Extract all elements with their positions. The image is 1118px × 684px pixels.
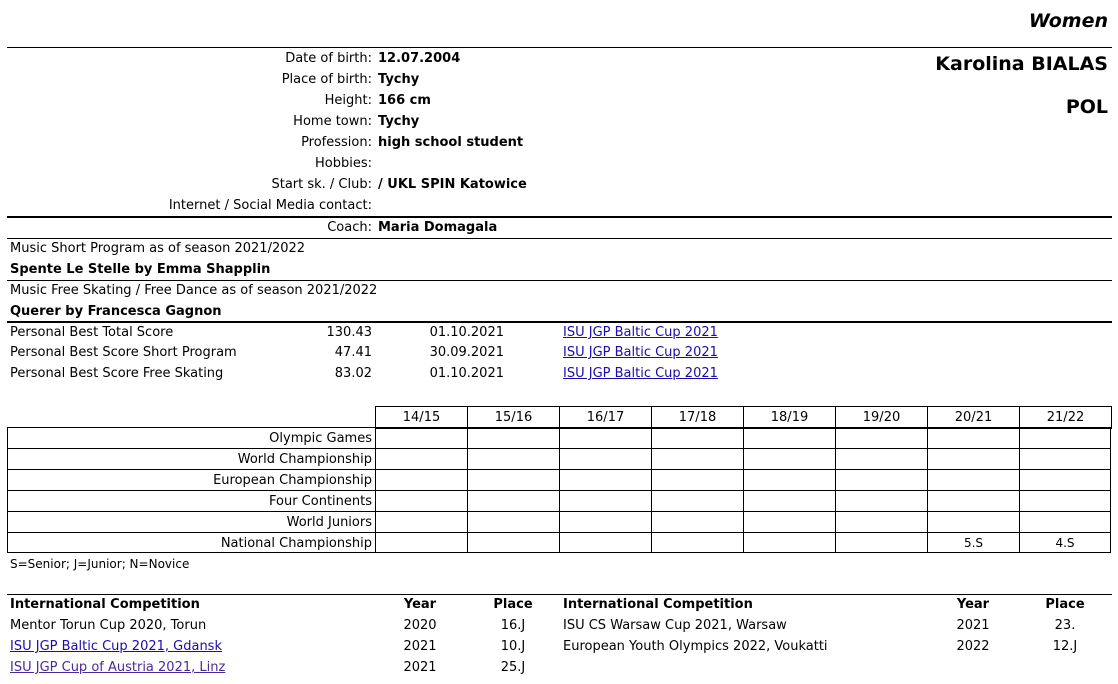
season-header-cell: 20/21 — [927, 406, 1019, 429]
grid-cell — [651, 448, 743, 469]
grid-cell — [835, 490, 927, 511]
bio-value: Tychy — [378, 114, 420, 129]
coach-value: Maria Domagala — [378, 220, 498, 235]
comp-name: ISU CS Warsaw Cup 2021, Warsaw — [563, 618, 787, 633]
pb-event-link[interactable]: ISU JGP Baltic Cup 2021 — [563, 325, 718, 340]
comp-name-link[interactable]: ISU JGP Baltic Cup 2021, Gdansk — [10, 639, 222, 654]
grid-cell — [651, 469, 743, 490]
grid-cell: 4.S — [1019, 532, 1111, 553]
grid-cell — [467, 469, 559, 490]
grid-cell — [467, 511, 559, 532]
comp-header-place-right: Place — [1045, 597, 1085, 612]
grid-cell — [743, 511, 835, 532]
music-free-title: Querer by Francesca Gagnon — [10, 304, 222, 319]
pb-divider — [7, 321, 1112, 323]
comp-year: 2021 — [403, 639, 437, 654]
comp-name-link[interactable]: ISU JGP Cup of Austria 2021, Linz — [10, 660, 226, 675]
grid-cell: 5.S — [927, 532, 1019, 553]
music-short-label: Music Short Program as of season 2021/2022 — [10, 241, 306, 256]
grid-cell — [467, 448, 559, 469]
pb-label: Personal Best Score Free Skating — [10, 366, 224, 381]
grid-cell — [559, 532, 651, 553]
grid-cell — [927, 448, 1019, 469]
grid-cell — [743, 532, 835, 553]
season-header-cell: 15/16 — [467, 406, 559, 429]
grid-cell — [651, 490, 743, 511]
pb-label: Personal Best Total Score — [10, 325, 174, 340]
grid-cell — [651, 511, 743, 532]
grid-cell — [1019, 511, 1111, 532]
grid-row-label: Olympic Games — [7, 427, 375, 448]
grid-cell — [743, 448, 835, 469]
skater-nation: POL — [1065, 96, 1108, 118]
pb-score: 47.41 — [334, 345, 372, 360]
grid-cell — [467, 490, 559, 511]
grid-cell — [835, 448, 927, 469]
grid-cell — [835, 532, 927, 553]
bio-value: 12.07.2004 — [378, 51, 461, 66]
comp-name: European Youth Olympics 2022, Voukatti — [563, 639, 828, 654]
bio-label: Date of birth: — [285, 51, 372, 66]
header-divider — [7, 47, 1112, 48]
pb-event-link[interactable]: ISU JGP Baltic Cup 2021 — [563, 345, 718, 360]
grid-cell — [1019, 427, 1111, 448]
grid-cell — [651, 532, 743, 553]
comp-place: 25.J — [500, 660, 526, 675]
grid-cell — [743, 427, 835, 448]
comp-header-name: International Competition — [10, 597, 200, 612]
comp-year: 2020 — [403, 618, 437, 633]
comp-year: 2022 — [956, 639, 990, 654]
comp-place: 12.J — [1052, 639, 1078, 654]
bio-value: Tychy — [378, 72, 420, 87]
grid-cell — [835, 469, 927, 490]
comp-year: 2021 — [403, 660, 437, 675]
grid-cell — [1019, 490, 1111, 511]
grid-row-label: World Juniors — [7, 511, 375, 532]
season-header-cell: 14/15 — [375, 406, 467, 429]
grid-cell — [375, 490, 467, 511]
bio-label: Place of birth: — [281, 72, 372, 87]
bio-label: Start sk. / Club: — [271, 177, 372, 192]
coach-label: Coach: — [327, 220, 372, 235]
grid-cell — [835, 427, 927, 448]
competitions-divider — [7, 594, 1112, 595]
season-header-cell: 21/22 — [1019, 406, 1112, 429]
grid-cell — [1019, 448, 1111, 469]
comp-place: 23. — [1054, 618, 1076, 633]
grid-cell — [743, 469, 835, 490]
pb-score: 83.02 — [334, 366, 372, 381]
grid-cell — [375, 532, 467, 553]
category-label: Women — [1028, 10, 1108, 32]
grid-cell — [559, 448, 651, 469]
grid-cell — [375, 469, 467, 490]
music-short-title: Spente Le Stelle by Emma Shapplin — [10, 262, 271, 277]
pb-date: 30.09.2021 — [429, 345, 504, 360]
comp-header-year-right: Year — [956, 597, 990, 612]
comp-year: 2021 — [956, 618, 990, 633]
music-divider — [7, 280, 1112, 281]
pb-label: Personal Best Score Short Program — [10, 345, 237, 360]
bio-value: 166 cm — [378, 93, 431, 108]
bio-label: Hobbies: — [315, 156, 372, 171]
grid-legend: S=Senior; J=Junior; N=Novice — [10, 557, 190, 571]
grid-row-label: National Championship — [7, 532, 375, 553]
grid-row-label: European Championship — [7, 469, 375, 490]
grid-cell — [927, 511, 1019, 532]
pb-date: 01.10.2021 — [429, 366, 504, 381]
comp-header-place: Place — [493, 597, 533, 612]
coach-divider-top — [7, 216, 1112, 218]
season-header-cell: 18/19 — [743, 406, 835, 429]
skater-name: Karolina BIALAS — [935, 53, 1108, 75]
grid-cell — [927, 490, 1019, 511]
coach-divider-bottom — [7, 238, 1112, 239]
grid-cell — [1019, 469, 1111, 490]
grid-cell — [467, 427, 559, 448]
bio-label: Height: — [324, 93, 372, 108]
bio-value: high school student — [378, 135, 524, 150]
grid-cell — [559, 427, 651, 448]
grid-row-label: World Championship — [7, 448, 375, 469]
pb-event-link[interactable]: ISU JGP Baltic Cup 2021 — [563, 366, 718, 381]
bio-label: Home town: — [293, 114, 372, 129]
comp-header-name-right: International Competition — [563, 597, 753, 612]
grid-cell — [375, 511, 467, 532]
grid-cell — [927, 427, 1019, 448]
bio-label: Profession: — [301, 135, 372, 150]
comp-name: Mentor Torun Cup 2020, Torun — [10, 618, 207, 633]
grid-cell — [375, 448, 467, 469]
comp-place: 16.J — [500, 618, 526, 633]
comp-place: 10.J — [500, 639, 526, 654]
music-free-label: Music Free Skating / Free Dance as of season 2021/2022 — [10, 283, 378, 298]
grid-cell — [559, 469, 651, 490]
grid-cell — [559, 490, 651, 511]
grid-cell — [927, 469, 1019, 490]
grid-cell — [835, 511, 927, 532]
season-header-cell: 16/17 — [559, 406, 651, 429]
pb-date: 01.10.2021 — [429, 325, 504, 340]
bio-value: / UKL SPIN Katowice — [378, 177, 527, 192]
season-header-cell: 17/18 — [651, 406, 743, 429]
grid-cell — [467, 532, 559, 553]
grid-row-label: Four Continents — [7, 490, 375, 511]
comp-header-year: Year — [403, 597, 437, 612]
grid-cell — [375, 427, 467, 448]
grid-cell — [559, 511, 651, 532]
bio-label: Internet / Social Media contact: — [168, 198, 372, 213]
grid-cell — [743, 490, 835, 511]
grid-cell — [651, 427, 743, 448]
pb-score: 130.43 — [326, 325, 372, 340]
season-header-cell: 19/20 — [835, 406, 927, 429]
